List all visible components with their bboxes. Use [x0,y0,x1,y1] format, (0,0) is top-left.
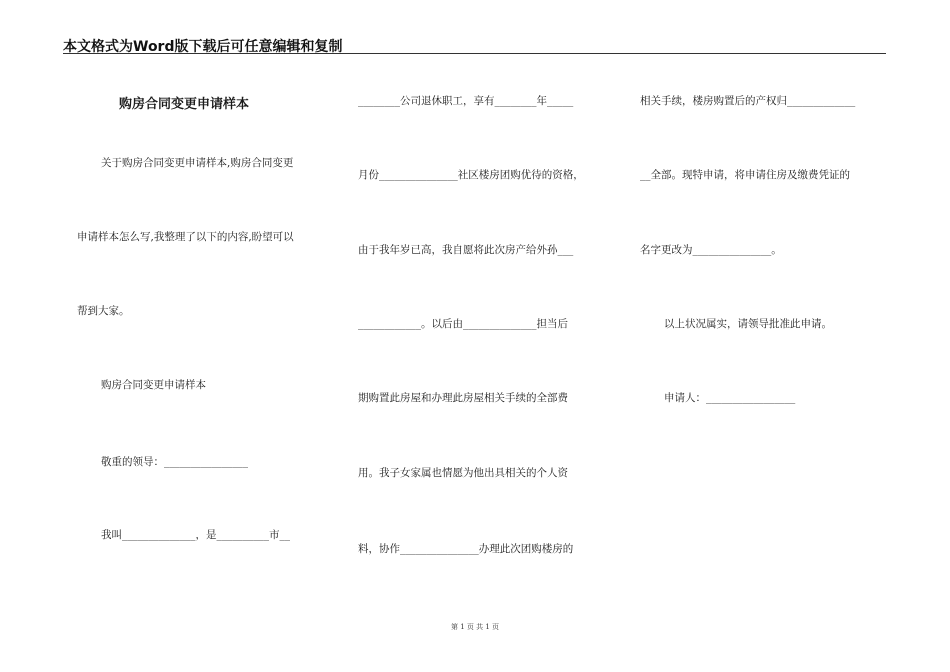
col2-line-2: 月份_______________社区楼房团购优待的资格， [358,169,584,181]
col3-line-4: 以上状况属实，请领导批准此申请。 [664,318,832,330]
col2-line-4: ____________。以后由______________担当后 [358,318,568,330]
col2-line-6: 用。我子女家属也情愿为他出具相关的个人资 [358,467,568,479]
header-divider [63,53,886,54]
header-title: 本文格式为Word版下载后可任意编辑和复制 [63,39,343,55]
col1-line-2: 申请样本怎么写,我整理了以下的内容,盼望可以 [77,231,294,243]
col1-line-4: 购房合同变更申请样本 [101,379,206,391]
col3-line-3: 名字更改为_______________。 [640,244,782,256]
col2-line-5: 期购置此房屋和办理此房屋相关手续的全部费 [358,392,568,404]
col3-line-1: 相关手续，楼房购置后的产权归_____________ [640,95,856,107]
col1-line-6: 我叫______________，是__________市__ [101,529,290,541]
col3-line-5: 申请人：_________________ [664,392,796,404]
col2-line-1: ________公司退休职工，享有________年_____ [358,95,574,107]
col1-line-1: 关于购房合同变更申请样本,购房合同变更 [101,157,294,169]
col2-line-3: 由于我年岁已高，我自愿将此次房产给外孙___ [358,244,574,256]
col3-line-2: __全部。现特申请，将申请住房及缴费凭证的 [640,169,850,181]
document-title: 购房合同变更申请样本 [119,97,250,112]
page-footer: 第 1 页 共 1 页 [450,623,500,631]
col2-line-7: 料，协作_______________办理此次团购楼房的 [358,543,574,555]
col1-line-5: 敬重的领导：________________ [101,456,248,468]
col1-line-3: 帮到大家。 [77,305,130,317]
